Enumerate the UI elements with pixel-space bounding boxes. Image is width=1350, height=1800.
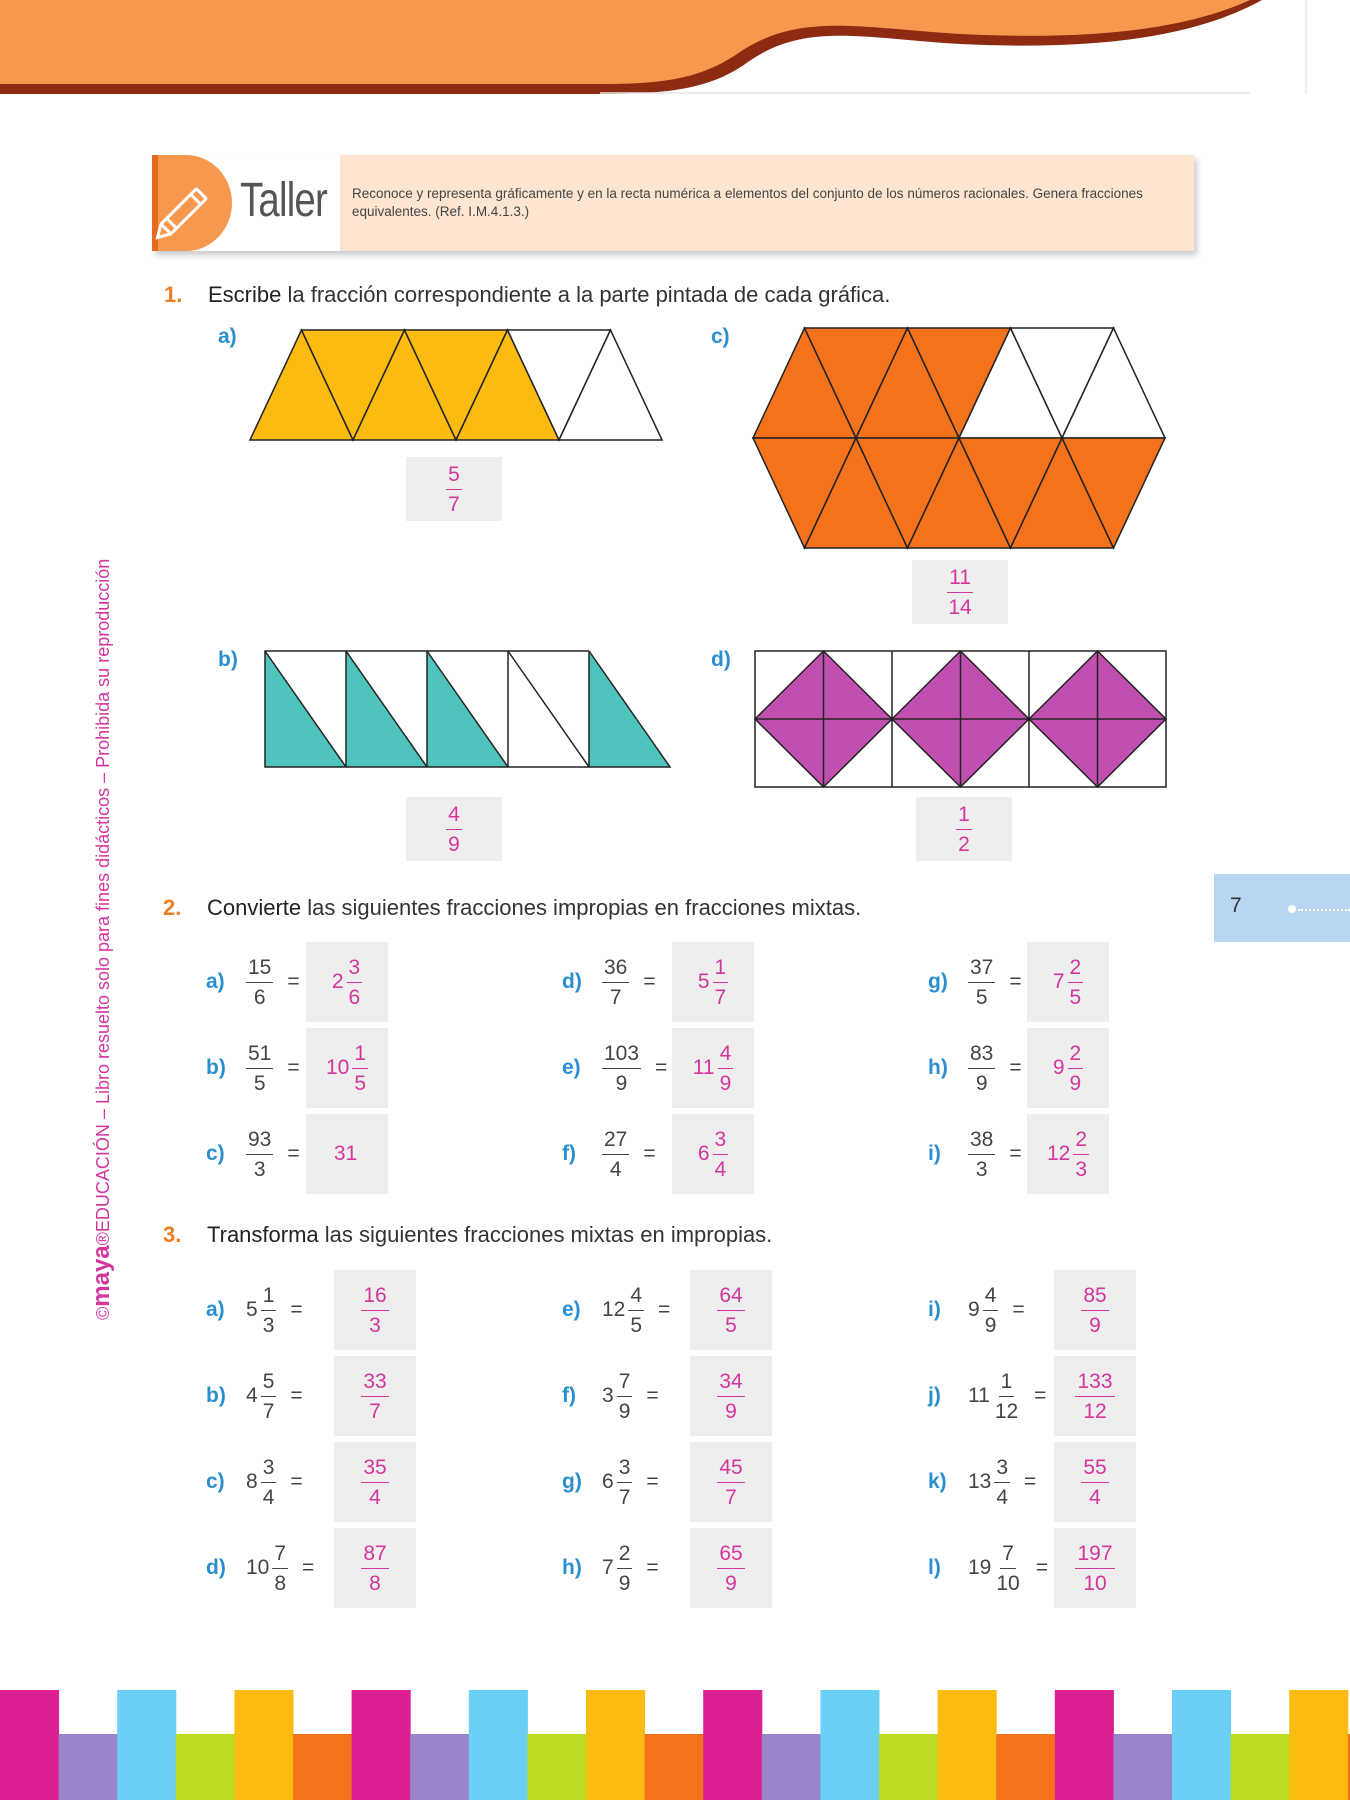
fraction (994, 1543, 1021, 1594)
fraction-denominator: 3 (262, 1313, 275, 1337)
fraction-denominator: 8 (274, 1571, 287, 1595)
fraction-denominator: 3 (369, 1313, 381, 1337)
footer-stripe (176, 1734, 235, 1800)
item-label: b) (206, 1056, 226, 1079)
workshop-banner (152, 155, 1194, 251)
equals-sign: = (1035, 1556, 1048, 1579)
fraction (347, 957, 363, 1008)
fraction-denominator: 10 (996, 1571, 1020, 1595)
equals-sign: = (646, 1384, 659, 1407)
fraction-denominator: 9 (618, 1399, 631, 1423)
exercise-row (206, 1274, 317, 1346)
answer-box (306, 942, 388, 1022)
fraction-denominator: 9 (618, 1571, 631, 1595)
mixed-whole: 10 (246, 1556, 270, 1579)
fraction (602, 957, 629, 1008)
fraction-denominator: 3 (253, 1157, 266, 1181)
mixed-whole: 19 (968, 1556, 992, 1579)
item-label: d) (206, 1556, 226, 1579)
fraction-numerator: 51 (246, 1043, 273, 1069)
item-label: b) (206, 1384, 226, 1407)
footer-stripe (762, 1734, 821, 1800)
fraction-numerator: 3 (347, 957, 363, 983)
item-label: i) (928, 1298, 941, 1321)
answer-whole: 9 (1052, 1056, 1065, 1079)
footer-stripe (879, 1734, 938, 1800)
fraction-numerator: 7 (1000, 1543, 1016, 1569)
footer-stripe (0, 1690, 59, 1800)
fraction (361, 1285, 388, 1336)
question-number: 1. (164, 282, 183, 307)
answer-denominator: 14 (948, 595, 972, 619)
fraction-numerator: 3 (713, 1129, 729, 1155)
fraction-denominator: 4 (714, 1157, 727, 1181)
equals-sign: = (287, 970, 300, 993)
answer-denominator: 9 (448, 832, 460, 856)
mixed-whole: 9 (968, 1298, 980, 1321)
fraction (272, 1543, 288, 1594)
answer-box (912, 560, 1008, 624)
answer-box (306, 1114, 388, 1194)
answer-box (406, 797, 502, 861)
exercise-row (928, 1446, 1050, 1518)
fraction-numerator: 4 (628, 1285, 644, 1311)
footer-stripe (59, 1734, 118, 1800)
tab-dotted-line (1298, 909, 1350, 911)
fraction (352, 1043, 368, 1094)
answer-box (1054, 1356, 1136, 1436)
fraction (968, 1129, 995, 1180)
equals-sign: = (287, 1142, 300, 1165)
fraction-denominator: 5 (725, 1313, 737, 1337)
fraction-numerator: 36 (602, 957, 629, 983)
footer-stripe (234, 1690, 293, 1800)
answer-numerator: 5 (446, 464, 462, 490)
fraction (717, 1371, 744, 1422)
fraction (1068, 1043, 1084, 1094)
footer-stripe (820, 1690, 879, 1800)
fraction-denominator: 7 (618, 1485, 631, 1509)
fraction (994, 1457, 1010, 1508)
question-text: las siguientes fracciones mixtas en impropias. (318, 1222, 773, 1247)
fraction (617, 1371, 633, 1422)
mixed-whole: 11 (968, 1384, 990, 1407)
answer-box (306, 1028, 388, 1108)
equals-sign: = (290, 1384, 303, 1407)
footer-stripe (1172, 1690, 1231, 1800)
answer-whole: 12 (1046, 1142, 1071, 1165)
fraction-numerator: 3 (994, 1457, 1010, 1483)
item-label: a) (206, 1298, 225, 1321)
exercise-row (206, 1446, 317, 1518)
equals-sign: = (655, 1056, 668, 1079)
fraction-numerator: 38 (968, 1129, 995, 1155)
equals-sign: = (646, 1556, 659, 1579)
answer-whole: 7 (1052, 970, 1065, 993)
fraction-numerator: 35 (361, 1457, 388, 1483)
fraction-denominator: 9 (719, 1071, 732, 1095)
fraction (361, 1543, 388, 1594)
item-label: l) (928, 1556, 941, 1579)
mixed-whole: 4 (246, 1384, 258, 1407)
footer-stripe (1113, 1734, 1172, 1800)
answer-box (334, 1442, 416, 1522)
fraction-numerator: 2 (1073, 1129, 1089, 1155)
fraction-denominator: 9 (725, 1571, 737, 1595)
fraction (628, 1285, 644, 1336)
answer-denominator: 7 (448, 492, 460, 516)
footer-stripe (527, 1734, 586, 1800)
fraction (361, 1457, 388, 1508)
exercise-row (206, 1032, 314, 1104)
item-label: h) (928, 1056, 948, 1079)
answer-denominator: 2 (958, 832, 970, 856)
fraction-numerator: 27 (602, 1129, 629, 1155)
footer-stripe (410, 1734, 469, 1800)
mixed-whole: 12 (602, 1298, 626, 1321)
footer-stripe (293, 1734, 352, 1800)
fraction-denominator: 5 (975, 985, 988, 1009)
item-label: i) (928, 1142, 941, 1165)
fraction (1075, 1543, 1114, 1594)
fraction-denominator: 6 (348, 985, 361, 1009)
fraction-denominator: 4 (609, 1157, 622, 1181)
footer-stripe (996, 1734, 1055, 1800)
exercise-row (206, 1532, 328, 1604)
answer-whole: 10 (325, 1056, 350, 1079)
answer-box (406, 457, 502, 521)
equals-sign: = (1024, 1470, 1037, 1493)
footer-stripe (352, 1690, 411, 1800)
answer-box (1027, 1114, 1109, 1194)
item-label: j) (928, 1384, 941, 1407)
fraction-numerator: 7 (272, 1543, 288, 1569)
header-band (0, 0, 1350, 100)
fraction-numerator: 16 (361, 1285, 388, 1311)
fraction-numerator: 5 (261, 1371, 277, 1397)
fraction-numerator: 65 (717, 1543, 744, 1569)
item-label: b) (218, 648, 238, 671)
fraction-numerator: 2 (1068, 1043, 1084, 1069)
question-verb: Escribe (208, 282, 282, 307)
fraction-denominator: 4 (1089, 1485, 1101, 1509)
answer-box (672, 1028, 754, 1108)
fraction-denominator: 4 (369, 1485, 381, 1509)
equals-sign: = (646, 1470, 659, 1493)
equals-sign: = (658, 1298, 671, 1321)
fraction (1081, 1457, 1108, 1508)
fraction (983, 1285, 999, 1336)
fraction-numerator: 1 (352, 1043, 368, 1069)
equals-sign: = (1009, 1142, 1022, 1165)
fraction (261, 1371, 277, 1422)
mixed-whole: 8 (246, 1470, 258, 1493)
footer-stripe (1231, 1734, 1290, 1800)
fraction-numerator: 4 (983, 1285, 999, 1311)
mixed-whole: 5 (246, 1298, 258, 1321)
item-label: d) (562, 970, 582, 993)
answer-whole: 6 (697, 1142, 710, 1165)
answer-box (690, 1442, 772, 1522)
item-label: f) (562, 1384, 576, 1407)
answer-box (672, 1114, 754, 1194)
exercise-row (562, 946, 670, 1018)
mixed-whole: 6 (602, 1470, 614, 1493)
fraction-numerator: 2 (617, 1543, 633, 1569)
equals-sign: = (1009, 1056, 1022, 1079)
fraction-numerator: 1 (261, 1285, 277, 1311)
exercise-row (562, 1446, 673, 1518)
equals-sign: = (302, 1556, 315, 1579)
question-number: 2. (163, 895, 182, 920)
fraction-numerator: 34 (717, 1371, 744, 1397)
fraction (361, 1371, 388, 1422)
fraction (602, 1043, 641, 1094)
fraction-numerator: 85 (1081, 1285, 1108, 1311)
fraction (717, 1457, 744, 1508)
footer-stripe (703, 1690, 762, 1800)
answer-box (672, 942, 754, 1022)
fraction-numerator: 87 (361, 1543, 388, 1569)
item-label: c) (711, 325, 730, 348)
tab-dot-icon (1288, 905, 1296, 913)
fraction (713, 957, 729, 1008)
fraction (717, 1543, 744, 1594)
answer-box (1054, 1442, 1136, 1522)
fraction-denominator: 9 (1089, 1313, 1101, 1337)
item-label: g) (562, 1470, 582, 1493)
fraction (993, 1371, 1020, 1422)
fraction (261, 1457, 277, 1508)
diagonal-line (508, 651, 589, 767)
answer-whole: 11 (692, 1056, 715, 1079)
fraction (968, 957, 995, 1008)
fraction (1073, 1129, 1089, 1180)
fraction-denominator: 6 (253, 985, 266, 1009)
answer-box (690, 1528, 772, 1608)
fraction (617, 1457, 633, 1508)
answer-box (334, 1356, 416, 1436)
fraction-numerator: 93 (246, 1129, 273, 1155)
footer-stripe (1055, 1690, 1114, 1800)
fraction (602, 1129, 629, 1180)
page-number: 7 (1230, 894, 1242, 917)
exercise-row (928, 946, 1036, 1018)
fraction-numerator: 45 (717, 1457, 744, 1483)
equals-sign: = (643, 1142, 656, 1165)
fraction (246, 957, 273, 1008)
copyright-side-text (88, 559, 116, 1320)
fraction-numerator: 103 (602, 1043, 641, 1069)
mixed-whole: 7 (602, 1556, 614, 1579)
item-label: a) (218, 325, 237, 348)
fraction-numerator: 3 (261, 1457, 277, 1483)
exercise-row (206, 946, 314, 1018)
fraction-denominator: 7 (725, 1485, 737, 1509)
fraction-denominator: 7 (609, 985, 622, 1009)
question-3-heading (163, 1222, 772, 1248)
fraction-numerator: 1 (713, 957, 729, 983)
exercise-row (928, 1532, 1062, 1604)
question-2-heading (163, 895, 861, 921)
fraction-denominator: 5 (354, 1071, 367, 1095)
banner-title: Taller (240, 174, 327, 227)
footer-stripe (469, 1690, 528, 1800)
question-verb: Convierte (207, 895, 302, 920)
copyright-notice: ®EDUCACIÓN – Libro resuelto solo para fines didácticos – Prohibida su reproducción (93, 558, 113, 1246)
footer-stripe (1289, 1690, 1348, 1800)
answer-whole: 2 (331, 970, 344, 993)
question-verb: Transforma (207, 1222, 319, 1247)
item-label: h) (562, 1556, 582, 1579)
answer-whole: 31 (333, 1142, 358, 1165)
exercise-row (562, 1118, 670, 1190)
footer-stripe (645, 1734, 704, 1800)
fraction-numerator: 2 (1068, 957, 1084, 983)
fraction (617, 1543, 633, 1594)
fraction (1075, 1371, 1114, 1422)
answer-box (1054, 1528, 1136, 1608)
answer-box (334, 1270, 416, 1350)
footer-stripe (117, 1690, 176, 1800)
banner-description: Reconoce y representa gráficamente y en la recta numérica a elementos del conjunto de los números racionales. Genera fracciones equivalentes. (Ref. I.M.4.1.3.) (352, 186, 1143, 219)
fraction-denominator: 5 (1069, 985, 1082, 1009)
fraction-denominator: 7 (369, 1399, 381, 1423)
item-label: k) (928, 1470, 947, 1493)
footer-stripes (0, 1690, 1350, 1800)
figure-d-rhombi (752, 648, 1168, 790)
fraction (261, 1285, 277, 1336)
fraction-numerator: 133 (1075, 1371, 1114, 1397)
fraction-denominator: 7 (714, 985, 727, 1009)
item-label: c) (206, 1470, 225, 1493)
fraction (718, 1043, 734, 1094)
fraction-denominator: 9 (975, 1071, 988, 1095)
fraction-numerator: 33 (361, 1371, 388, 1397)
fraction-denominator: 5 (630, 1313, 643, 1337)
answer-box (690, 1270, 772, 1350)
item-label: g) (928, 970, 948, 993)
equals-sign: = (1009, 970, 1022, 993)
exercise-row (928, 1118, 1036, 1190)
fraction-numerator: 4 (718, 1043, 734, 1069)
answer-box (1027, 1028, 1109, 1108)
fraction-denominator: 9 (615, 1071, 628, 1095)
exercise-row (928, 1274, 1039, 1346)
answer-box (690, 1356, 772, 1436)
item-label: e) (562, 1056, 581, 1079)
fraction-numerator: 197 (1075, 1543, 1114, 1569)
fraction-denominator: 8 (369, 1571, 381, 1595)
answer-numerator: 4 (446, 804, 462, 830)
answer-box (1054, 1270, 1136, 1350)
footer-stripe (938, 1690, 997, 1800)
pencil-icon (152, 155, 232, 251)
exercise-row (562, 1532, 673, 1604)
mixed-whole: 13 (968, 1470, 992, 1493)
exercise-row (206, 1360, 317, 1432)
fraction-numerator: 55 (1081, 1457, 1108, 1483)
equals-sign: = (287, 1056, 300, 1079)
fraction-numerator: 3 (617, 1457, 633, 1483)
item-label: f) (562, 1142, 576, 1165)
fraction (713, 1129, 729, 1180)
fraction-denominator: 7 (262, 1399, 275, 1423)
fraction-denominator: 4 (996, 1485, 1009, 1509)
equals-sign: = (1012, 1298, 1025, 1321)
question-1-heading (164, 282, 890, 308)
figure-b-squares (262, 648, 672, 770)
exercise-row (562, 1360, 673, 1432)
answer-box (1027, 942, 1109, 1022)
footer-stripe (586, 1690, 645, 1800)
fraction-denominator: 12 (1083, 1399, 1107, 1423)
fraction (968, 1043, 995, 1094)
exercise-row (562, 1032, 681, 1104)
copyright-symbol: © (93, 1306, 113, 1320)
answer-numerator: 1 (956, 804, 972, 830)
fraction-denominator: 9 (725, 1399, 737, 1423)
item-label: c) (206, 1142, 225, 1165)
item-label: a) (206, 970, 225, 993)
equals-sign: = (643, 970, 656, 993)
fraction (1068, 957, 1084, 1008)
fraction-denominator: 3 (1075, 1157, 1088, 1181)
item-label: e) (562, 1298, 581, 1321)
exercise-row (562, 1274, 684, 1346)
answer-whole: 5 (697, 970, 710, 993)
fraction-denominator: 5 (253, 1071, 266, 1095)
exercise-row (206, 1118, 314, 1190)
fraction-numerator: 15 (246, 957, 273, 983)
fraction-numerator: 37 (968, 957, 995, 983)
fraction-numerator: 83 (968, 1043, 995, 1069)
equals-sign: = (1034, 1384, 1047, 1407)
equals-sign: = (290, 1298, 303, 1321)
page-number-tab (1214, 874, 1350, 942)
fraction (246, 1043, 273, 1094)
banner-badge (152, 155, 340, 251)
fraction (1081, 1285, 1108, 1336)
fraction-numerator: 7 (617, 1371, 633, 1397)
fraction (246, 1129, 273, 1180)
fraction (717, 1285, 744, 1336)
mixed-whole: 3 (602, 1384, 614, 1407)
figure-c-hexagon (750, 325, 1170, 551)
fraction-denominator: 4 (262, 1485, 275, 1509)
exercise-row (928, 1360, 1060, 1432)
question-number: 3. (163, 1222, 182, 1247)
answer-box (916, 797, 1012, 861)
fraction-numerator: 1 (999, 1371, 1015, 1397)
fraction-numerator: 64 (717, 1285, 744, 1311)
brand-logo: maya (88, 1245, 115, 1307)
question-text: las siguientes fracciones impropias en fracciones mixtas. (301, 895, 862, 920)
fraction-denominator: 3 (975, 1157, 988, 1181)
fraction-denominator: 9 (984, 1313, 997, 1337)
answer-box (334, 1528, 416, 1608)
fraction-denominator: 12 (994, 1399, 1019, 1423)
item-label: d) (711, 648, 731, 671)
figure-a-triangles (245, 325, 665, 443)
exercise-row (928, 1032, 1036, 1104)
answer-numerator: 11 (947, 567, 973, 593)
fraction-denominator: 9 (1069, 1071, 1082, 1095)
question-text: la fracción correspondiente a la parte pintada de cada gráfica. (281, 282, 891, 307)
fraction-denominator: 10 (1083, 1571, 1107, 1595)
equals-sign: = (290, 1470, 303, 1493)
